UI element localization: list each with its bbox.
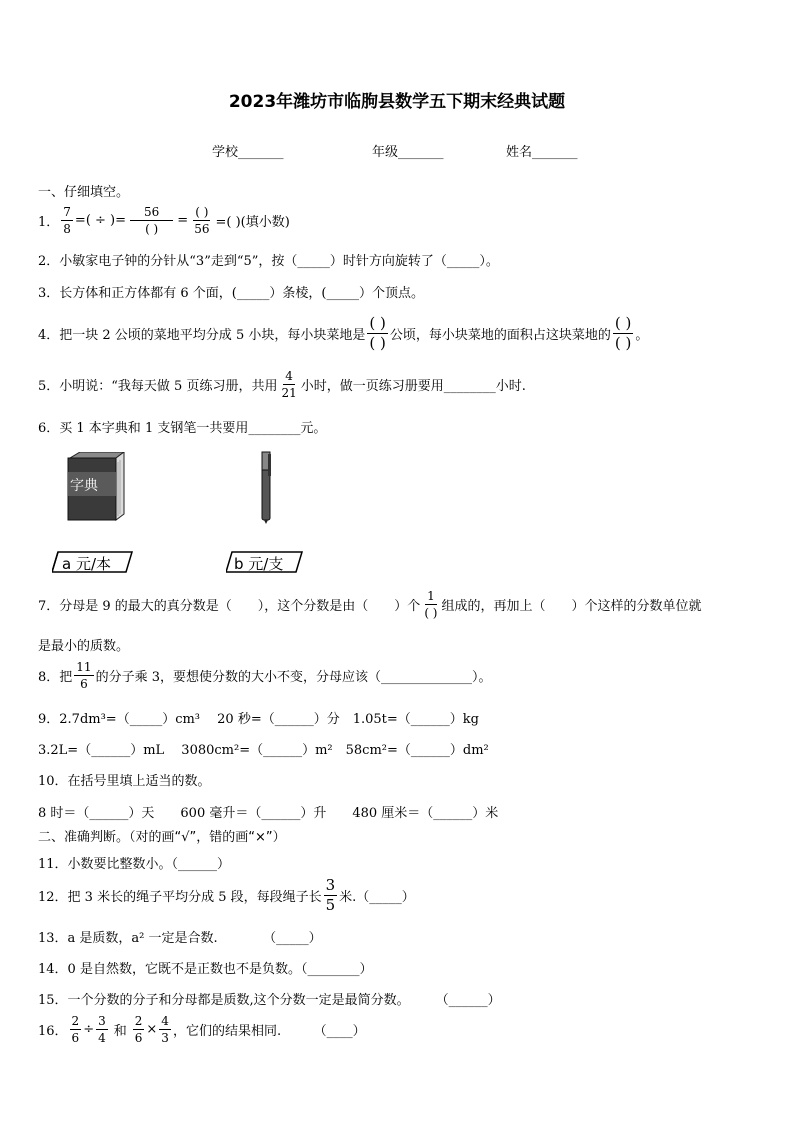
q4-text-a: 4．把一块 2 公顷的菜地平均分成 5 小块，每小块菜地是 — [38, 328, 366, 343]
pen-image — [258, 450, 274, 524]
q5-f-num: 4 — [285, 369, 293, 383]
q16-fraction-2 — [96, 1015, 108, 1044]
q16-prefix: 16． — [38, 1024, 68, 1039]
question-8 — [38, 661, 491, 690]
q16-and: 和 — [113, 1024, 127, 1039]
question-5 — [38, 370, 526, 399]
dictionary-label: 字典 — [70, 478, 98, 494]
q4-f2-num[interactable]: ( ) — [614, 314, 632, 332]
q1-f1-den: 8 — [63, 222, 71, 236]
q4-text-c: 。 — [635, 328, 649, 343]
section-heading-2: 二、准确判断。（对的画“√”，错的画“×”） — [38, 830, 286, 845]
q4-f2-den[interactable]: ( ) — [614, 334, 632, 352]
q5-text-a: 5．小明说：“我每天做 5 页练习册，共用 — [38, 379, 278, 394]
q16-f2-num: 3 — [98, 1014, 106, 1028]
question-16 — [38, 1015, 366, 1044]
question-10: 10．在括号里填上适当的数。 — [38, 774, 211, 789]
q12-text-a: 12．把 3 米长的绳子平均分成 5 段，每段绳子长 — [38, 890, 322, 905]
question-15[interactable]: 15．一个分数的分子和分母都是质数,这个分数一定是最简分数。 （______） — [38, 993, 501, 1008]
question-13[interactable]: 13．a 是质数，a² 一定是合数. （_____） — [38, 931, 322, 946]
q12-f-den: 5 — [325, 896, 336, 914]
q4-fraction-1[interactable] — [367, 316, 387, 351]
question-1 — [38, 206, 290, 235]
q16-f1-num: 2 — [71, 1014, 80, 1028]
q7-f-den[interactable]: ( ) — [424, 606, 438, 620]
question-10-blanks[interactable]: 8 时＝（______）天 600 毫升＝（______）升 480 厘米＝（______）米 — [38, 806, 499, 821]
q4-text-b: 公顷，每小块菜地的面积占这块菜地的 — [389, 328, 611, 343]
pen-price-label: b 元/支 — [234, 555, 284, 573]
q5-text-b[interactable]: 小时，做一页练习册要用________小时. — [300, 379, 526, 394]
q12-f-num: 3 — [325, 876, 336, 894]
q1-fraction-1 — [61, 206, 73, 235]
q16-fraction-4 — [159, 1015, 171, 1044]
q5-f-den: 21 — [281, 386, 297, 400]
q4-f1-den[interactable]: ( ) — [369, 334, 386, 352]
q8-f-num: 11 — [76, 660, 92, 674]
question-7-continued: 是最小的质数。 — [38, 639, 130, 654]
q7-fraction — [422, 590, 439, 619]
q1-f1-num: 7 — [63, 205, 71, 219]
q8-fraction — [74, 661, 93, 690]
q16-multiply-sign: × — [146, 1022, 158, 1037]
page-title: 2023年潍坊市临朐县数学五下期末经典试题 — [228, 92, 566, 112]
grade-field[interactable]: 年级_______ — [372, 145, 444, 160]
q16-fraction-3 — [133, 1015, 145, 1044]
q16-f3-den: 6 — [134, 1031, 143, 1045]
q7-f-num: 1 — [427, 589, 435, 603]
q4-f1-num[interactable]: ( ) — [369, 314, 386, 332]
q16-fraction-1 — [70, 1015, 82, 1044]
q16-f3-num: 2 — [134, 1014, 143, 1028]
q1-f3-den: 56 — [194, 222, 210, 236]
question-4 — [38, 316, 648, 351]
q16-text-b[interactable]: ，它们的结果相同. （____） — [172, 1024, 366, 1039]
question-14[interactable]: 14．0 是自然数，它既不是正数也不是负数。（________） — [38, 962, 373, 977]
section-heading-1: 一、仔细填空。 — [38, 185, 130, 200]
q8-f-den: 6 — [80, 677, 88, 691]
q16-f4-den: 3 — [161, 1031, 169, 1045]
q1-fraction-2 — [130, 206, 173, 235]
question-6[interactable]: 6．买 1 本字典和 1 支钢笔一共要用________元。 — [38, 421, 327, 436]
q1-prefix: 1． — [38, 215, 60, 230]
q1-fraction-3 — [192, 206, 211, 235]
q16-divide-sign: ÷ — [83, 1022, 95, 1037]
question-9-line-1[interactable]: 9．2.7dm³=（_____）cm³ 20 秒=（______）分 1.05t=（______）kg — [38, 712, 479, 727]
q7-text-a[interactable]: 7．分母是 9 的最大的真分数是（ ），这个分数是由（ ）个 — [38, 599, 421, 614]
q1-equals: = — [177, 213, 189, 228]
question-9-line-2[interactable]: 3.2L=（______）mL 3080cm²=（______）m² 58cm²=（______）dm² — [38, 743, 489, 758]
q12-fraction — [324, 878, 338, 913]
q1-tail[interactable]: =( )(填小数) — [215, 215, 290, 230]
q12-text-b[interactable]: 米.（_____） — [339, 890, 415, 905]
dictionary-price-label: a 元/本 — [62, 555, 112, 573]
q4-fraction-2[interactable] — [613, 316, 633, 351]
q1-f2-den[interactable]: ( ) — [145, 222, 159, 236]
school-field[interactable]: 学校_______ — [212, 145, 284, 160]
question-3[interactable]: 3．长方体和正方体都有 6 个面，(_____）条棱，(_____）个顶点。 — [38, 286, 424, 301]
q1-f2-num: 56 — [130, 206, 173, 221]
q16-f4-num: 4 — [161, 1014, 169, 1028]
question-12 — [38, 878, 415, 913]
q1-division[interactable]: =( ÷ )= — [74, 213, 127, 228]
q7-text-b[interactable]: 组成的，再加上（ ）个这样的分数单位就 — [441, 599, 702, 614]
question-11[interactable]: 11．小数要比整数小。（______） — [38, 857, 231, 872]
q5-fraction — [279, 370, 298, 399]
q8-text-a: 8．把 — [38, 670, 73, 685]
q8-text-b[interactable]: 的分子乘 3，要想使分数的大小不变，分母应该（______________）。 — [95, 670, 492, 685]
q1-f3-num[interactable]: ( ) — [195, 205, 209, 219]
question-7 — [38, 590, 702, 619]
question-2[interactable]: 2．小敏家电子钟的分针从“3”走到“5”，按（_____）时针方向旋转了（_____）。 — [38, 254, 499, 269]
name-field[interactable]: 姓名_______ — [506, 145, 578, 160]
q16-f2-den: 4 — [98, 1031, 106, 1045]
q16-f1-den: 6 — [71, 1031, 80, 1045]
